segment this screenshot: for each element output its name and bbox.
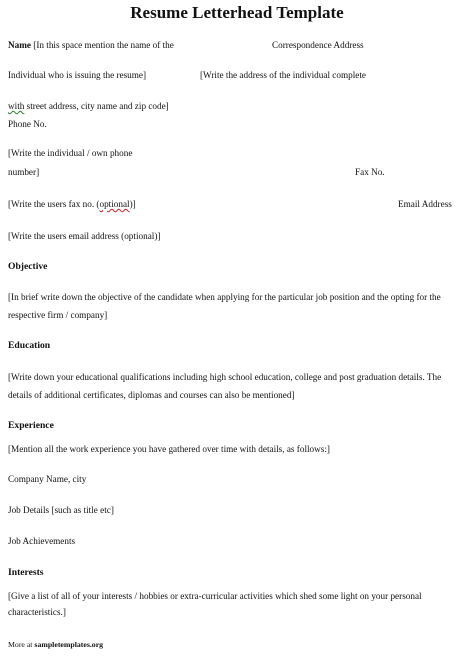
name-block: [8, 40, 174, 51]
name-instruction-line1: [In this space mention the name of the: [30, 40, 174, 50]
document-title: Resume Letterhead Template: [130, 3, 344, 22]
interests-line1: [Give a list of all of your interests / hobbies or extra-curricular activities which shed some light on your personal: [8, 591, 422, 601]
name-label: Name: [8, 40, 31, 50]
address-instruction-line2: [8, 101, 169, 112]
fax-instruction: [8, 199, 136, 210]
objective-line2: respective firm / company]: [8, 310, 108, 320]
address-instruction-line1: [Write the address of the individual complete: [200, 70, 366, 80]
interests-line2: characteristics.]: [8, 607, 66, 617]
education-line2: details of additional certificates, diplomas and courses can also be mentioned]: [8, 390, 295, 400]
interests-heading: Interests: [8, 567, 44, 578]
phone-instruction-line2: number]: [8, 167, 40, 177]
experience-instruction: [Mention all the work experience you have gathered over time with details, as follows:]: [8, 444, 330, 454]
objective-line1: [In brief write down the objective of the candidate when applying for the particular job position and the opting for the: [8, 292, 441, 302]
phone-label: Phone No.: [8, 119, 47, 129]
correspondence-address-label: Correspondence Address: [272, 40, 364, 50]
footer-site-link[interactable]: sampletemplates.org: [34, 640, 104, 649]
footer-credit: [8, 639, 103, 650]
fax-instruction-end: )]: [129, 199, 136, 209]
experience-heading: Experience: [8, 420, 54, 431]
phone-instruction-line1: [Write the individual / own phone: [8, 148, 133, 158]
education-line1: [Write down your educational qualifications including high school education, college and post graduation details. The: [8, 372, 442, 382]
fax-optional-word: optional: [99, 199, 130, 209]
name-instruction-line2: Individual who is issuing the resume]: [8, 70, 147, 80]
objective-heading: Objective: [8, 261, 48, 272]
address-with-word: with: [8, 101, 25, 111]
education-heading: Education: [8, 340, 51, 351]
fax-instruction-start: [Write the users fax no. (: [8, 199, 100, 209]
job-details-line: Job Details [such as title etc]: [8, 505, 114, 515]
address-instruction-rest: street address, city name and zip code]: [24, 101, 169, 111]
email-address-label: Email Address: [398, 199, 452, 209]
fax-label: Fax No.: [355, 167, 385, 177]
company-name-line: Company Name, city: [8, 474, 87, 484]
email-instruction: [Write the users email address (optional)]: [8, 231, 161, 241]
footer-prefix: More at: [8, 640, 35, 649]
job-achievements-line: Job Achievements: [8, 536, 76, 546]
